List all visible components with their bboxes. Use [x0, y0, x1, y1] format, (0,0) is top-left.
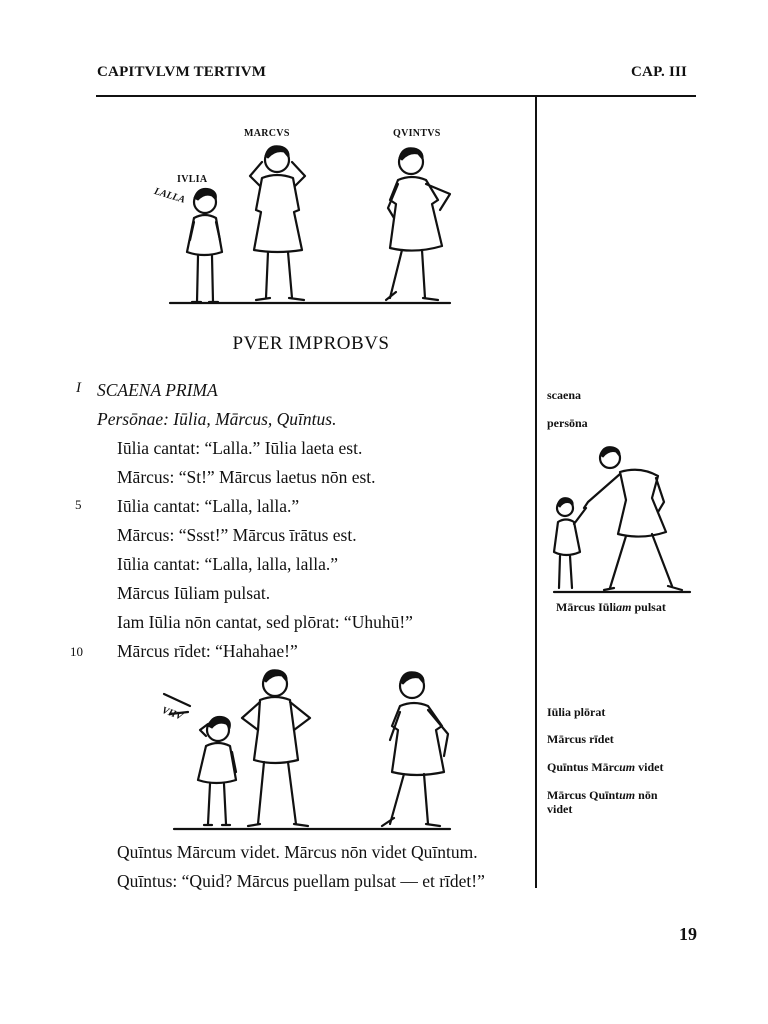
line-number-5: 5	[75, 497, 82, 512]
figure-label-iulia: IVLIA	[177, 174, 208, 185]
text-line: Mārcus rīdet: “Hahahae!”	[117, 641, 298, 661]
text-line: Iūlia cantat: “Lalla.” Iūlia laeta est.	[117, 438, 363, 458]
running-head-right: CAP. III	[631, 64, 688, 80]
marcus-figure	[250, 146, 305, 300]
caption-ending: am	[616, 600, 632, 614]
caption-text: Mārcus Iūli	[556, 600, 617, 614]
page-number: 19	[679, 924, 697, 944]
gloss-text: videt	[635, 760, 664, 774]
text-line: Iūlia cantat: “Lalla, lalla.”	[117, 496, 300, 516]
sound-vhv: VHV	[160, 705, 184, 723]
text-line: Mārcus: “Ssst!” Mārcus īrātus est.	[117, 525, 357, 545]
gloss-ending: um	[619, 760, 636, 774]
text-line: Iūlia cantat: “Lalla, lalla, lalla.”	[117, 554, 339, 574]
margin-gloss-persona: persōna	[547, 416, 588, 430]
section-title: PVER IMPROBVS	[232, 333, 390, 354]
gloss-text: Mārcus Quīnt	[547, 788, 620, 802]
text-line: Mārcus: “St!” Mārcus laetus nōn est.	[117, 467, 376, 487]
text-line: Iam Iūlia nōn cantat, sed plōrat: “Uhuhū!”	[117, 612, 413, 632]
margin-gloss-iulia-plorat: Iūlia plōrat	[547, 705, 606, 719]
illustration-middle-crying-iulia	[160, 668, 470, 838]
marcus-small-figure	[584, 447, 682, 590]
gloss-ending: um	[619, 788, 636, 802]
margin-caption-marcus-pulsat	[556, 600, 666, 615]
header-rule	[96, 95, 696, 97]
gloss-text: nōn videt	[547, 788, 658, 816]
illustration-top-iulia-marcus-quintus	[150, 140, 470, 310]
text-line: Quīntus Mārcum videt. Mārcus nōn videt Quīntum.	[117, 842, 478, 862]
text-line-scene: SCAENA PRIMA	[97, 380, 218, 400]
quintus-figure	[386, 148, 450, 300]
text-line-personae: Persōnae: Iūlia, Mārcus, Quīntus.	[97, 409, 337, 429]
margin-gloss-scaena: scaena	[547, 388, 581, 402]
margin-illustration-marcus-pulsat	[548, 440, 698, 598]
column-divider	[535, 95, 537, 888]
iulia-figure	[187, 188, 222, 302]
text-line: Quīntus: “Quid? Mārcus puellam pulsat — et rīdet!”	[117, 871, 485, 891]
line-number-10: 10	[70, 644, 83, 659]
iulia-crying-figure	[198, 716, 236, 825]
caption-text: pulsat	[631, 600, 666, 614]
gloss-text: Quīntus Mārc	[547, 760, 620, 774]
sound-lalla: LALLA	[152, 186, 187, 206]
figure-label-marcus: MARCVS	[244, 128, 290, 139]
quintus-watching-figure	[382, 672, 448, 826]
text-line: Mārcus Iūliam pulsat.	[117, 583, 271, 603]
iulia-small-figure	[554, 498, 586, 588]
line-number-1: I	[76, 380, 81, 396]
margin-gloss-marcus-ridet: Mārcus rīdet	[547, 732, 614, 746]
figure-label-quintus: QVINTVS	[393, 128, 441, 139]
marcus-laughing-figure	[242, 670, 310, 826]
margin-gloss-quintus-videt	[547, 760, 663, 775]
sound-lines	[164, 694, 190, 714]
margin-gloss-marcus-non-videt	[547, 788, 682, 816]
running-head-left: CAPITVLVM TERTIVM	[97, 64, 267, 80]
